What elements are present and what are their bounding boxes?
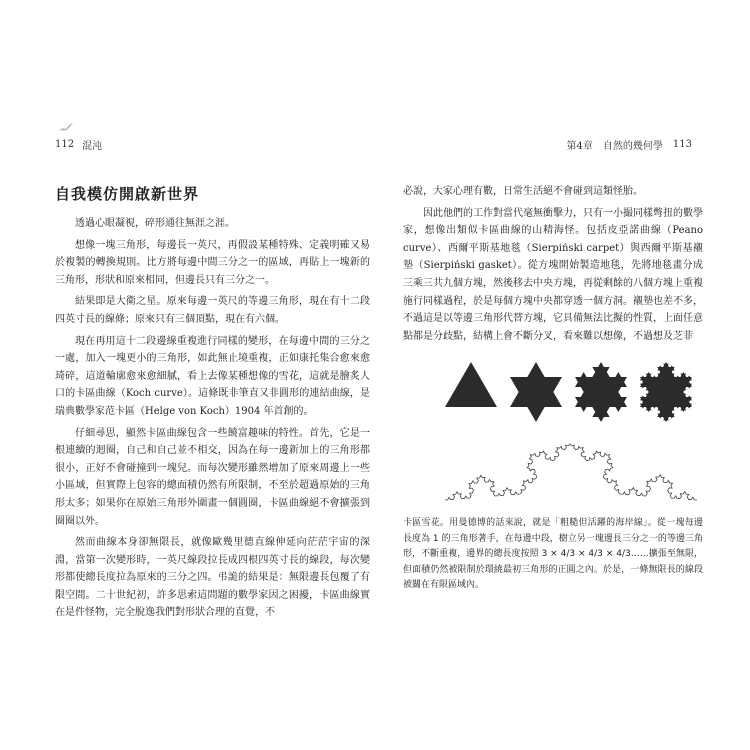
paragraph: 現在再用這十二段邊線重複進行同樣的變形，在每邊中間的三分之一處，加入一塊更小的三角形，如此無止境重複，正如康托集合愈來愈琦碎，這道輪廓愈來愈細膩，看上去像某種想像的雪花，這就是膾炙人口的卡區曲線（Koch curve）。這條既非筆直又非圓形的連結曲線，是瑞典數學家范卡區（Helge von Koch）1904 年首創的。 bbox=[55, 335, 370, 417]
koch-snowflake-stages bbox=[438, 352, 698, 424]
left-page-number: 112 bbox=[55, 139, 75, 150]
paragraph: 然而曲線本身卻無限長，就像歐幾里德直線伸延向茫茫宇宙的深淵，當第一次變形時，一英尺線段拉長成四根四英寸長的線段，每次變形都使總長度拉為原來的三分之四。弔詭的結果是：無限邊長包覆了有限空間。二十世紀初，許多思索這問題的數學家因之困擾，卡區曲線實在是件怪物，完全脫逸我們對形狀合理的直覺，不 bbox=[55, 537, 370, 619]
book-title: 混沌 bbox=[82, 141, 103, 152]
koch-coastline-figure bbox=[440, 432, 702, 512]
snowflake-stage-3 bbox=[640, 362, 692, 422]
bird-ornament-icon bbox=[58, 122, 74, 132]
left-running-header bbox=[55, 137, 102, 152]
figure-caption: 卡區雪花。用曼德博的話來說，就是「粗糙但活躍的海岸線」。從一塊每邊長度為 1 的三角形著手，在每邊中段，樹立另一塊邊長三分之一的等邊三角形，不斷重複，邊界的總長度按照 3 × 4/3 × 4/3 × 4/3……擴張至無限，但面積仍然被限制於環繞最初三角形的正圓之內。於是，一條無限長的線段被關在有限區域內。 bbox=[403, 518, 703, 590]
star-stage-1 bbox=[510, 362, 562, 422]
right-running-header bbox=[567, 137, 692, 152]
snowflake-stage-2 bbox=[575, 362, 627, 422]
paragraph: 仔細尋思，顯然卡區曲線包含一些饒富趣味的特性。首先，它是一根連續的迴圈，自己和自己並不相交，因為在每一邊新加上的三角形都很小，正好不會碰撞到一塊兒。而每次變形雖然增加了原來周邊上一些小區域，但實際上包容的總面積仍然有所限制，不至於超過原始的三角形太多；如果你在原始三角形外圍畫一個圓圈，卡區曲線絕不會擴張到圈圈以外。 bbox=[55, 427, 370, 527]
section-title: 自我模仿開啟新世界 bbox=[55, 185, 200, 203]
right-page-number: 113 bbox=[672, 139, 692, 150]
paragraph: 透過心眼凝視，碎形通往無涯之涯。 bbox=[75, 218, 235, 229]
right-column bbox=[403, 183, 703, 349]
paragraph: 想像一塊三角形，每邊長一英尺，再假設某種特殊、定義明確又易於複製的轉換規則。比方將每邊中間三分之一的區域，再貼上一塊新的三角形，形狀和原來相同，但邊長只有三分之一。 bbox=[55, 239, 370, 286]
paragraph: 結果即是大衛之星。原來每邊一英尺的等邊三角形，現在有十二段四英寸長的線條；原來只有三個頂點，現在有六個。 bbox=[55, 296, 370, 325]
paragraph: 必說，大家心理有數，日常生活絕不會碰到這類怪胎。 bbox=[403, 186, 643, 197]
chapter-title: 第4章 自然的幾何學 bbox=[566, 141, 663, 152]
triangle-stage-0 bbox=[445, 362, 497, 407]
paragraph: 因此他們的工作對當代毫無衝擊力，只有一小撮同樣彆扭的數學家，想像出類似卡區曲線的山精海怪。包括皮亞諾曲線（Peano curve）、西爾平斯基地毯（Sierpiński carpet）與西爾平斯基襯墊（Sierpiński gasket）。從方塊開始製造地毯，先將地毯畫分成三乘三共九個方塊，然後移去中央方塊，再從剩餘的八個方塊上重複施行同樣過程，於是每個方塊中央都穿透一個方洞。襯墊也差不多，不過這是以等邊三角形代替方塊，它具備無法比擬的性質，上面任意點都是分歧點，結構上會不斷分叉，看來難以想像，不過想及芝菲 bbox=[403, 207, 703, 342]
left-column bbox=[55, 215, 370, 626]
